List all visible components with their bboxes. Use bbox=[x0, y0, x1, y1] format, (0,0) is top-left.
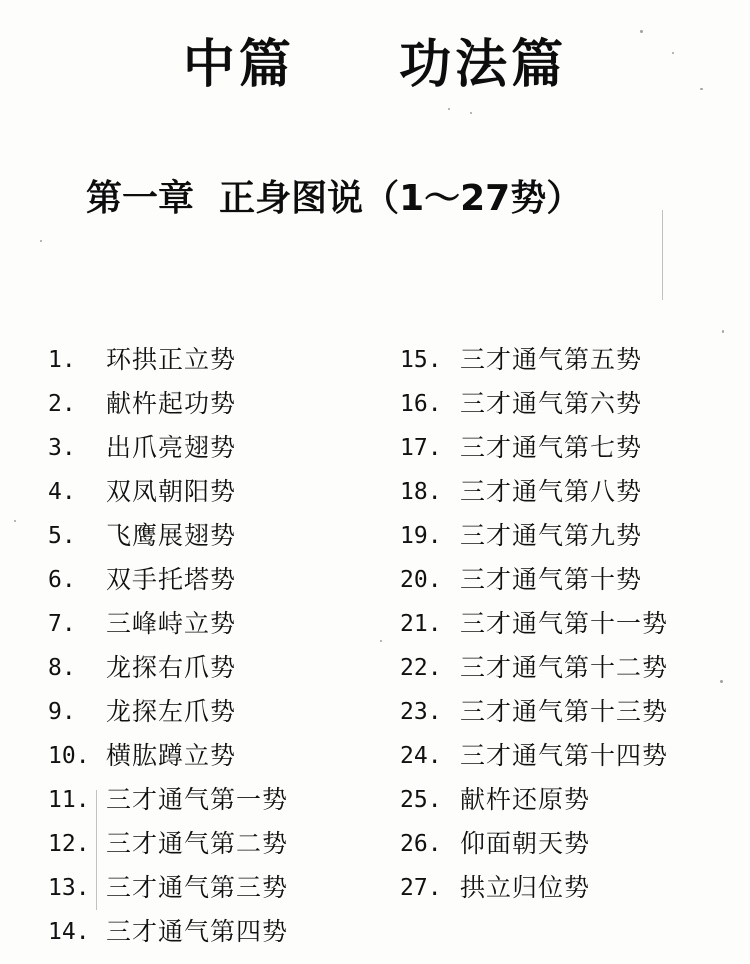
item-name: 三才通气第四势 bbox=[106, 917, 289, 946]
item-name: 三才通气第十二势 bbox=[460, 653, 669, 682]
item-number: 25. bbox=[400, 787, 442, 813]
item-name: 三才通气第六势 bbox=[460, 389, 643, 418]
item-number: 1. bbox=[48, 347, 76, 373]
scan-speck bbox=[722, 330, 724, 333]
list-item bbox=[48, 653, 288, 697]
list-item bbox=[400, 653, 668, 697]
item-name: 三才通气第九势 bbox=[460, 521, 643, 550]
item-number: 22. bbox=[400, 655, 442, 681]
item-name: 三才通气第七势 bbox=[460, 433, 643, 462]
list-item bbox=[48, 785, 288, 829]
item-number: 21. bbox=[400, 611, 442, 637]
list-item bbox=[48, 697, 288, 741]
item-number: 9. bbox=[48, 699, 76, 725]
item-name: 三才通气第三势 bbox=[106, 873, 289, 902]
list-item bbox=[400, 609, 668, 653]
scan-speck bbox=[380, 640, 382, 642]
item-number: 13. bbox=[48, 875, 90, 901]
item-number: 11. bbox=[48, 787, 90, 813]
item-name: 三才通气第十势 bbox=[460, 565, 643, 594]
item-name: 三才通气第五势 bbox=[460, 345, 643, 374]
item-number: 12. bbox=[48, 831, 90, 857]
item-name: 三峰峙立势 bbox=[106, 609, 237, 638]
list-item bbox=[48, 829, 288, 873]
scan-speck bbox=[470, 112, 472, 114]
list-item bbox=[400, 741, 668, 785]
item-name: 龙探左爪势 bbox=[106, 697, 237, 726]
item-name: 双手托塔势 bbox=[106, 565, 237, 594]
item-name: 献杵起功势 bbox=[106, 389, 237, 418]
list-item bbox=[400, 565, 668, 609]
list-item bbox=[48, 565, 288, 609]
chapter-title: 第一章 正身图说（1～27势） bbox=[86, 178, 583, 219]
scan-speck bbox=[640, 30, 643, 33]
list-item bbox=[48, 477, 288, 521]
item-number: 5. bbox=[48, 523, 76, 549]
scan-speck bbox=[700, 88, 703, 90]
item-number: 10. bbox=[48, 743, 90, 769]
item-name: 环拱正立势 bbox=[106, 345, 237, 374]
scan-mark bbox=[662, 210, 663, 300]
list-item bbox=[400, 829, 668, 873]
scan-speck bbox=[40, 240, 42, 242]
item-name: 三才通气第十四势 bbox=[460, 741, 669, 770]
item-number: 27. bbox=[400, 875, 442, 901]
item-number: 8. bbox=[48, 655, 76, 681]
list-item bbox=[48, 433, 288, 477]
list-item bbox=[48, 345, 288, 389]
list-item bbox=[48, 609, 288, 653]
list-item bbox=[400, 785, 668, 829]
item-number: 23. bbox=[400, 699, 442, 725]
list-item bbox=[48, 917, 288, 961]
item-number: 26. bbox=[400, 831, 442, 857]
list-item bbox=[400, 345, 668, 389]
item-number: 15. bbox=[400, 347, 442, 373]
item-name: 三才通气第八势 bbox=[460, 477, 643, 506]
item-number: 19. bbox=[400, 523, 442, 549]
item-number: 4. bbox=[48, 479, 76, 505]
list-item bbox=[400, 433, 668, 477]
scan-speck bbox=[672, 52, 674, 54]
item-name: 横肱蹲立势 bbox=[106, 741, 237, 770]
item-number: 16. bbox=[400, 391, 442, 417]
item-number: 2. bbox=[48, 391, 76, 417]
item-number: 17. bbox=[400, 435, 442, 461]
list-item bbox=[400, 477, 668, 521]
item-name: 龙探右爪势 bbox=[106, 653, 237, 682]
list-item bbox=[400, 697, 668, 741]
item-name: 飞鹰展翅势 bbox=[106, 521, 237, 550]
part-title: 中篇 功法篇 bbox=[182, 35, 568, 95]
item-name: 仰面朝天势 bbox=[460, 829, 591, 858]
item-number: 20. bbox=[400, 567, 442, 593]
scan-mark bbox=[96, 790, 97, 910]
list-item bbox=[400, 873, 668, 917]
item-number: 14. bbox=[48, 919, 90, 945]
item-name: 三才通气第一势 bbox=[106, 785, 289, 814]
list-item bbox=[400, 521, 668, 565]
item-number: 3. bbox=[48, 435, 76, 461]
item-name: 三才通气第十一势 bbox=[460, 609, 669, 638]
list-item bbox=[400, 389, 668, 433]
item-name: 三才通气第十三势 bbox=[460, 697, 669, 726]
item-name: 拱立归位势 bbox=[460, 873, 591, 902]
list-item bbox=[48, 389, 288, 433]
scan-speck bbox=[720, 680, 723, 683]
item-name: 出爪亮翅势 bbox=[106, 433, 237, 462]
list-item bbox=[48, 741, 288, 785]
item-number: 7. bbox=[48, 611, 76, 637]
item-name: 三才通气第二势 bbox=[106, 829, 289, 858]
item-number: 6. bbox=[48, 567, 76, 593]
list-item bbox=[48, 873, 288, 917]
item-number: 24. bbox=[400, 743, 442, 769]
contents-list-left bbox=[48, 345, 288, 961]
contents-list-right bbox=[400, 345, 668, 917]
scan-speck bbox=[14, 520, 16, 522]
item-number: 18. bbox=[400, 479, 442, 505]
item-name: 双凤朝阳势 bbox=[106, 477, 237, 506]
scan-speck bbox=[448, 108, 450, 110]
list-item bbox=[48, 521, 288, 565]
item-name: 献杵还原势 bbox=[460, 785, 591, 814]
